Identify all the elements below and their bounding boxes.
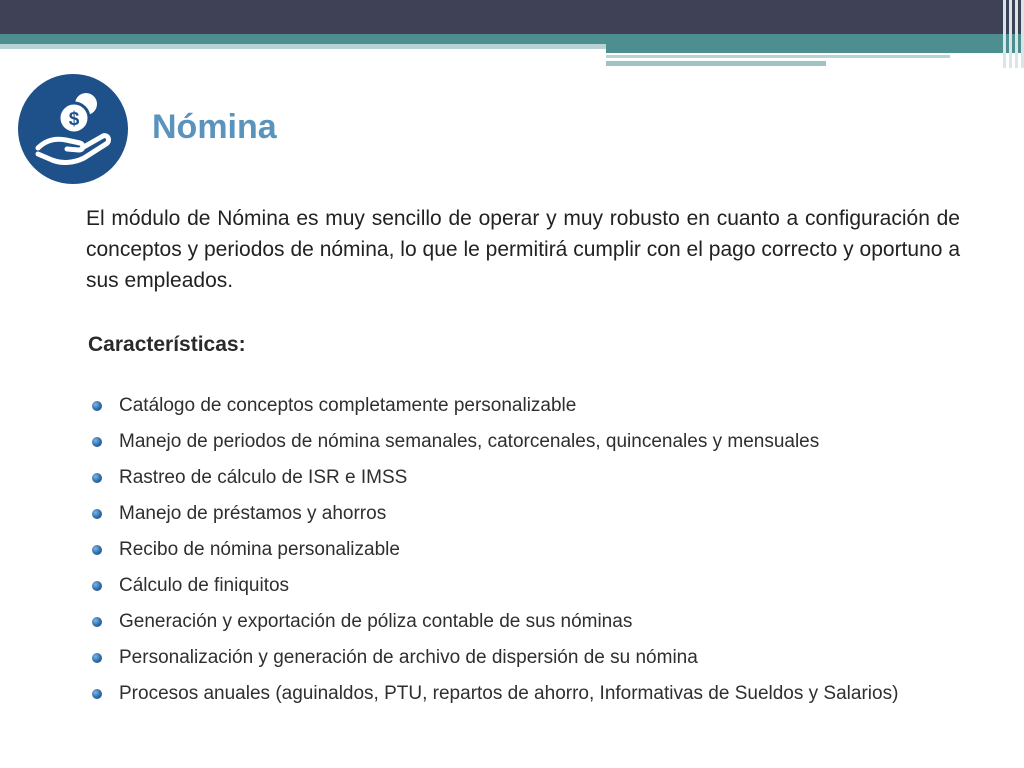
feature-item [90, 464, 962, 491]
header-right-short-bar [606, 61, 826, 66]
bullet-icon [92, 437, 102, 447]
page-title: Nómina [152, 108, 277, 146]
header-dark-band [0, 0, 1024, 34]
svg-text:$: $ [68, 109, 80, 130]
bullet-icon [92, 689, 102, 699]
header-right-thin-bar [606, 55, 950, 58]
feature-text: Rastreo de cálculo de ISR e IMSS [119, 467, 408, 488]
feature-item [90, 608, 962, 635]
stripe [1003, 0, 1006, 68]
feature-text: Procesos anuales (aguinaldos, PTU, repartos de ahorro, Informativas de Sueldos y Salarios) [119, 683, 899, 704]
bullet-icon [92, 617, 102, 627]
feature-text: Generación y exportación de póliza contable de sus nóminas [119, 611, 633, 632]
feature-item [90, 500, 962, 527]
feature-text: Manejo de periodos de nómina semanales, catorcenales, quincenales y mensuales [119, 431, 820, 452]
bullet-icon [92, 401, 102, 411]
bullet-icon [92, 581, 102, 591]
feature-list [90, 392, 962, 716]
header-teal-band [0, 34, 1024, 44]
intro-paragraph: El módulo de Nómina es muy sencillo de operar y muy robusto en cuanto a configuración de conceptos y periodos de nómina, lo que le permitirá cumplir con el pago correcto y oportuno a sus empleados. [86, 207, 960, 292]
header-right-stripes [990, 0, 1024, 68]
stripe [1015, 0, 1018, 68]
feature-item [90, 680, 962, 707]
feature-text: Personalización y generación de archivo de dispersión de su nómina [119, 647, 698, 668]
feature-item [90, 644, 962, 671]
header-light-band [0, 44, 606, 49]
bullet-icon [92, 545, 102, 555]
stripe [1009, 0, 1012, 68]
bullet-icon [92, 509, 102, 519]
hand-coin-icon [18, 74, 128, 184]
feature-item [90, 428, 962, 455]
feature-text: Cálculo de finiquitos [119, 575, 290, 596]
payroll-hand-coin-icon [18, 74, 128, 184]
features-heading: Características: [88, 333, 246, 356]
feature-text: Manejo de préstamos y ahorros [119, 503, 387, 524]
feature-text: Recibo de nómina personalizable [119, 539, 400, 560]
bullet-icon [92, 473, 102, 483]
feature-item [90, 536, 962, 563]
feature-text: Catálogo de conceptos completamente personalizable [119, 395, 577, 416]
bullet-icon [92, 653, 102, 663]
header-right-bar [606, 44, 1024, 53]
feature-item [90, 572, 962, 599]
feature-item [90, 392, 962, 419]
